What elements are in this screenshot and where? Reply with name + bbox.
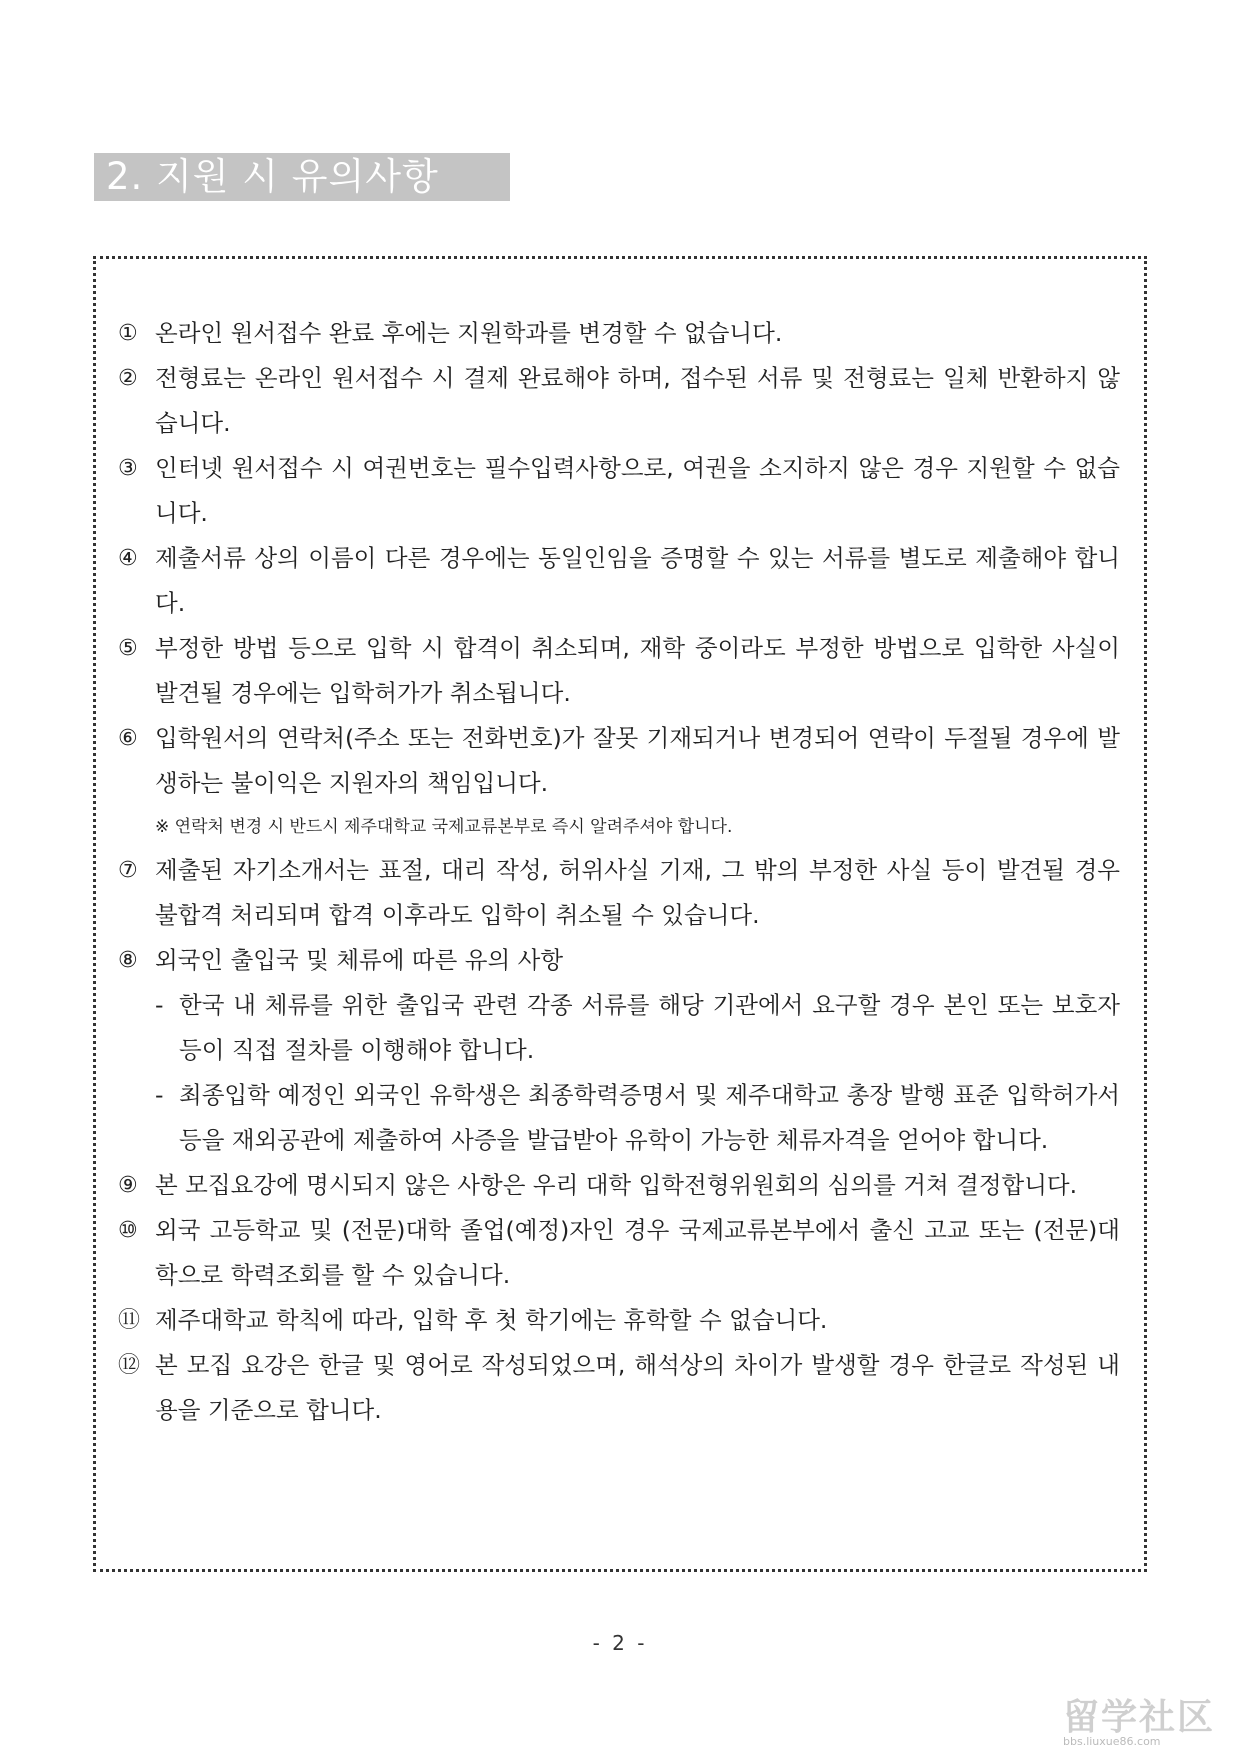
item-number: ⑥ bbox=[118, 726, 138, 751]
notice-box bbox=[93, 256, 1147, 1572]
notice-item-6 bbox=[118, 716, 1120, 806]
item-number: ⑤ bbox=[118, 636, 138, 661]
item-text: 제주대학교 학칙에 따라, 입학 후 첫 학기에는 휴학할 수 없습니다. bbox=[155, 1306, 828, 1334]
sub-item-dash: - bbox=[155, 1081, 164, 1109]
item-number: ④ bbox=[118, 546, 138, 571]
notice-item-3 bbox=[118, 446, 1120, 536]
contact-change-note: ※ 연락처 변경 시 반드시 제주대학교 국제교류본부로 즉시 알려주셔야 합니다. bbox=[155, 817, 733, 837]
item-number: ⑧ bbox=[118, 948, 138, 973]
sub-item-dash: - bbox=[155, 991, 164, 1019]
item-number: ⑦ bbox=[118, 858, 138, 883]
notice-item-11 bbox=[118, 1298, 1120, 1343]
notice-item-2 bbox=[118, 356, 1120, 446]
item-text: 외국인 출입국 및 체류에 따른 유의 사항 bbox=[155, 946, 564, 974]
notice-list bbox=[118, 311, 1120, 1433]
item-number: ⑨ bbox=[118, 1173, 138, 1198]
item-number: ③ bbox=[118, 456, 138, 481]
notice-item-7 bbox=[118, 848, 1120, 938]
item-number: ⑫ bbox=[118, 1353, 141, 1378]
watermark-mark: 留学社区 bbox=[1063, 1697, 1216, 1738]
item-number: ② bbox=[118, 366, 138, 391]
item-text: 인터넷 원서접수 시 여권번호는 필수입력사항으로, 여권을 소지하지 않은 경우 지원할 수 없습니다. bbox=[155, 454, 1120, 527]
sub-item-text: 최종입학 예정인 외국인 유학생은 최종학력증명서 및 제주대학교 총장 발행 표준 입학허가서 등을 재외공관에 제출하여 사증을 발급받아 유학이 가능한 체류자격을 얻어야 합니다. bbox=[179, 1081, 1120, 1154]
item-text: 본 모집요강에 명시되지 않은 사항은 우리 대학 입학전형위원회의 심의를 거쳐 결정합니다. bbox=[155, 1171, 1078, 1199]
item-text: 외국 고등학교 및 (전문)대학 졸업(예정)자인 경우 국제교류본부에서 출신 고교 또는 (전문)대학으로 학력조회를 할 수 있습니다. bbox=[155, 1216, 1120, 1289]
sub-item-8-1 bbox=[118, 983, 1120, 1073]
section-heading: 2. 지원 시 유의사항 bbox=[94, 153, 510, 201]
item-text: 입학원서의 연락처(주소 또는 전화번호)가 잘못 기재되거나 변경되어 연락이 두절될 경우에 발생하는 불이익은 지원자의 책임입니다. bbox=[155, 724, 1120, 797]
sub-item-text: 한국 내 체류를 위한 출입국 관련 각종 서류를 해당 기관에서 요구할 경우 본인 또는 보호자 등이 직접 절차를 이행해야 합니다. bbox=[179, 991, 1120, 1064]
page-number: - 2 - bbox=[592, 1631, 648, 1655]
item-number: ⑪ bbox=[118, 1308, 141, 1333]
notice-item-5 bbox=[118, 626, 1120, 716]
watermark-url: bbs.liuxue86.com bbox=[1063, 1735, 1161, 1748]
notice-item-1 bbox=[118, 311, 1120, 356]
sub-item-8-2 bbox=[118, 1073, 1120, 1163]
notice-item-10 bbox=[118, 1208, 1120, 1298]
item-text: 전형료는 온라인 원서접수 시 결제 완료해야 하며, 접수된 서류 및 전형료는 일체 반환하지 않습니다. bbox=[155, 364, 1120, 437]
item-number: ⑩ bbox=[118, 1218, 138, 1243]
item-text: 제출서류 상의 이름이 다른 경우에는 동일인임을 증명할 수 있는 서류를 별도로 제출해야 합니다. bbox=[155, 544, 1120, 617]
item-number: ① bbox=[118, 321, 138, 346]
item-text: 제출된 자기소개서는 표절, 대리 작성, 허위사실 기재, 그 밖의 부정한 사실 등이 발견될 경우 불합격 처리되며 합격 이후라도 입학이 취소될 수 있습니다. bbox=[155, 856, 1120, 929]
notice-item-4 bbox=[118, 536, 1120, 626]
item-text: 부정한 방법 등으로 입학 시 합격이 취소되며, 재학 중이라도 부정한 방법으로 입학한 사실이 발견될 경우에는 입학허가가 취소됩니다. bbox=[155, 634, 1120, 707]
item-text: 온라인 원서접수 완료 후에는 지원학과를 변경할 수 없습니다. bbox=[155, 319, 783, 347]
watermark-logo bbox=[1063, 1697, 1228, 1748]
notice-item-9 bbox=[118, 1163, 1120, 1208]
notice-item-8 bbox=[118, 938, 1120, 983]
item-text: 본 모집 요강은 한글 및 영어로 작성되었으며, 해석상의 차이가 발생할 경우 한글로 작성된 내용을 기준으로 합니다. bbox=[155, 1351, 1120, 1424]
notice-item-12 bbox=[118, 1343, 1120, 1433]
